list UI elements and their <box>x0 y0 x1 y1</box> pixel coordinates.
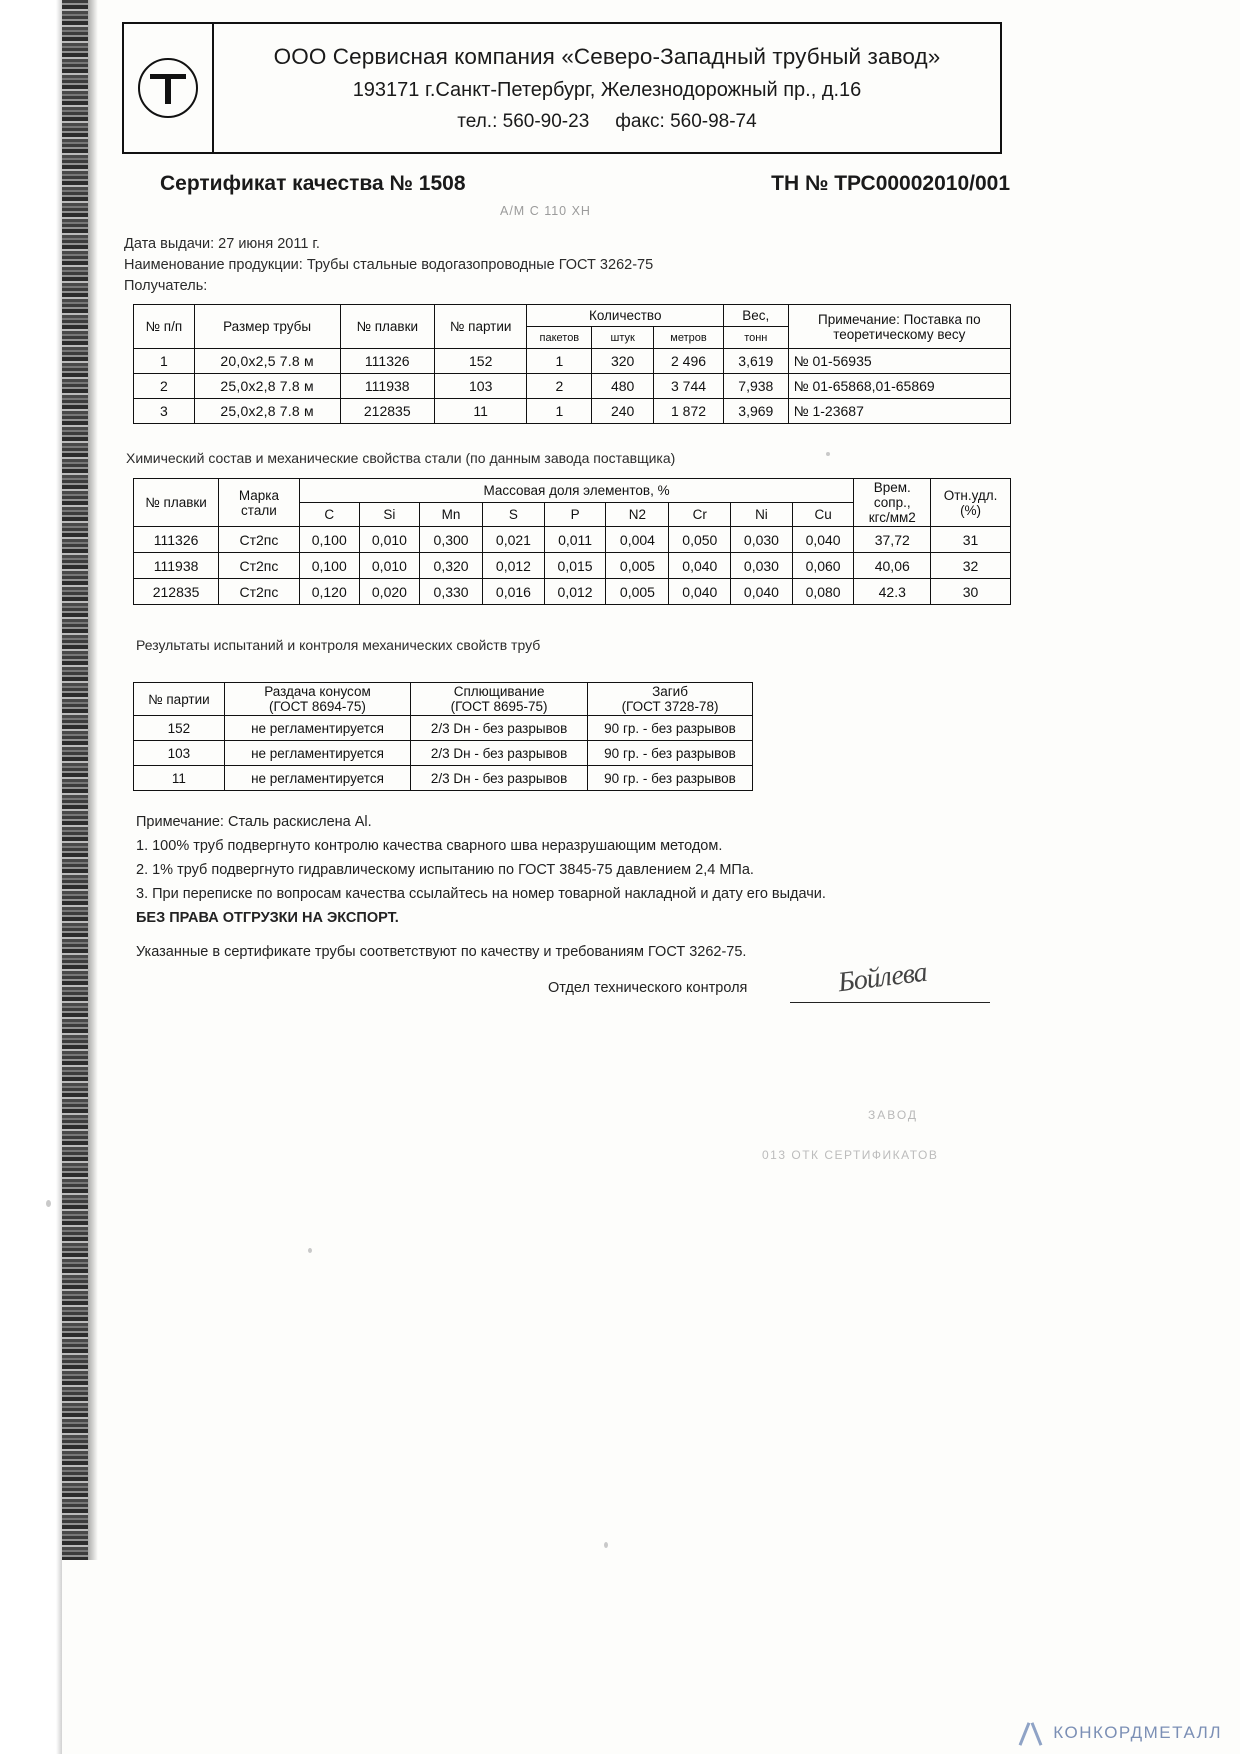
cell-meters: 2 496 <box>653 349 723 374</box>
cell-cone: не регламентируется <box>224 766 410 791</box>
document-meta <box>124 234 653 297</box>
cell-size: 25,0х2,8 7.8 м <box>194 374 340 399</box>
cell-cr: 0,050 <box>669 527 731 553</box>
cell-cu: 0,060 <box>792 553 854 579</box>
col-el-si: Si <box>359 503 419 527</box>
table-row <box>134 766 753 791</box>
cell-c: 0,100 <box>299 553 359 579</box>
tests-caption: Результаты испытаний и контроля механических свойств труб <box>136 637 541 653</box>
cell-s: 0,016 <box>483 579 545 605</box>
note-0: Примечание: Сталь раскислена Al. <box>136 814 372 830</box>
table-header-row <box>134 683 753 716</box>
scan-speck <box>308 1248 312 1253</box>
col-elong <box>931 479 1011 527</box>
col-weight-unit: тонн <box>724 327 789 349</box>
chem-table-wrap <box>133 478 1011 605</box>
cell-meters: 1 872 <box>653 399 723 424</box>
col-el-ni: Ni <box>731 503 793 527</box>
col-flat-l1: Сплющивание <box>453 684 545 699</box>
col-qty-group: Количество <box>527 305 724 327</box>
cell-heat: 111326 <box>134 527 219 553</box>
col-el-mn: Mn <box>420 503 483 527</box>
cell-c: 0,120 <box>299 579 359 605</box>
col-el-c: C <box>299 503 359 527</box>
cell-np: 1 <box>134 349 195 374</box>
cell-lot: 103 <box>134 741 225 766</box>
col-strength-l2: сопр., <box>873 495 911 510</box>
conformance-statement: Указанные в сертификате трубы соответствуют по качеству и требованиям ГОСТ 3262-75. <box>136 944 747 960</box>
col-flat-l2: (ГОСТ 8695-75) <box>450 699 548 714</box>
cell-grade: Ст2пс <box>219 527 299 553</box>
cell-p: 0,011 <box>544 527 606 553</box>
col-elong-l1: Отн.удл. <box>943 487 998 503</box>
otk-label: Отдел технического контроля <box>548 980 748 996</box>
cell-note: № 1-23687 <box>788 399 1010 424</box>
cell-weight: 3,619 <box>724 349 789 374</box>
stamp-remnant-b: 013 ОТК СЕРТИФИКАТОВ <box>762 1148 939 1162</box>
cell-ni: 0,030 <box>731 553 793 579</box>
cell-si: 0,010 <box>359 553 419 579</box>
table-tests <box>133 682 753 791</box>
col-cone-l1: Раздача конусом <box>264 684 371 699</box>
col-note-line2: теоретическому весу <box>833 326 966 342</box>
col-flat <box>411 683 588 716</box>
cell-pcs: 240 <box>592 399 654 424</box>
company-contacts <box>457 111 756 133</box>
table-header-row <box>134 305 1011 327</box>
cell-lot: 152 <box>134 716 225 741</box>
cell-size: 25,0х2,8 7.8 м <box>194 399 340 424</box>
cell-si: 0,010 <box>359 527 419 553</box>
cell-weight: 7,938 <box>724 374 789 399</box>
notes-block <box>136 810 1016 930</box>
note-4-export-ban: БЕЗ ПРАВА ОТГРУЗКИ НА ЭКСПОРТ. <box>136 910 399 926</box>
cell-mn: 0,300 <box>420 527 483 553</box>
cell-c: 0,100 <box>299 527 359 553</box>
cell-packs: 1 <box>527 399 592 424</box>
company-fax: факс: 560-98-74 <box>615 110 757 132</box>
cell-cu: 0,040 <box>792 527 854 553</box>
cell-heat: 212835 <box>134 579 219 605</box>
signature-line <box>790 1002 990 1003</box>
product-name: Наименование продукции: Трубы стальные водогазопроводные ГОСТ 3262-75 <box>124 257 654 273</box>
szt-logo-icon <box>138 58 198 118</box>
cell-si: 0,020 <box>359 579 419 605</box>
watermark <box>1019 1722 1222 1744</box>
scan-speck <box>604 1542 608 1548</box>
col-grade-l1: Марка <box>238 487 279 503</box>
company-name: ООО Сервисная компания «Северо-Западный трубный завод» <box>273 43 941 69</box>
cell-n2: 0,004 <box>606 527 669 553</box>
col-strength-l1: Врем. <box>873 480 911 495</box>
col-grade <box>219 479 299 527</box>
cell-flat: 2/3 Dн - без разрывов <box>411 741 588 766</box>
cell-bend: 90 гр. - без разрывов <box>588 741 753 766</box>
cell-mn: 0,330 <box>420 579 483 605</box>
company-address: 193171 г.Санкт-Петербург, Железнодорожный пр., д.16 <box>352 78 862 101</box>
cell-lot: 11 <box>134 766 225 791</box>
cell-p: 0,015 <box>544 553 606 579</box>
cell-elong: 31 <box>931 527 1011 553</box>
col-el-n2: N2 <box>606 503 669 527</box>
cell-elong: 30 <box>931 579 1011 605</box>
issue-date: Дата выдачи: 27 июня 2011 г. <box>124 236 320 252</box>
cell-cr: 0,040 <box>669 553 731 579</box>
col-lot: № партии <box>134 683 225 716</box>
cell-bend: 90 гр. - без разрывов <box>588 716 753 741</box>
cell-n2: 0,005 <box>606 553 669 579</box>
table-row <box>134 553 1011 579</box>
col-note-line1: Примечание: Поставка по <box>817 311 981 327</box>
cell-size: 20,0х2,5 7.8 м <box>194 349 340 374</box>
col-lot: № партии <box>435 305 527 349</box>
cell-pcs: 320 <box>592 349 654 374</box>
receiver: Получатель: <box>124 278 208 294</box>
col-heat: № плавки <box>134 479 219 527</box>
cell-packs: 1 <box>527 349 592 374</box>
certificate-title-row <box>160 172 1010 196</box>
watermark-text: КОНКОРДМЕТАЛЛ <box>1053 1723 1222 1742</box>
col-elong-l2: (%) <box>960 502 982 518</box>
note-3: 3. При переписке по вопросам качества ссылайтесь на номер товарной накладной и дату его выдачи. <box>136 886 826 902</box>
col-cone <box>224 683 410 716</box>
cell-ni: 0,030 <box>731 527 793 553</box>
cell-flat: 2/3 Dн - без разрывов <box>411 716 588 741</box>
col-bend <box>588 683 753 716</box>
cell-weight: 3,969 <box>724 399 789 424</box>
table-row <box>134 399 1011 424</box>
page-title: Сертификат качества № 1508 <box>160 172 466 195</box>
cell-heat: 111938 <box>134 553 219 579</box>
col-size: Размер трубы <box>194 305 340 349</box>
cell-lot: 103 <box>435 374 527 399</box>
company-header-text <box>214 24 1000 152</box>
col-note <box>788 305 1010 349</box>
cell-lot: 152 <box>435 349 527 374</box>
cell-heat: 111938 <box>340 374 435 399</box>
cell-meters: 3 744 <box>653 374 723 399</box>
faint-subtitle: A/M C 110 XH <box>500 204 591 218</box>
cell-note: № 01-56935 <box>788 349 1010 374</box>
note-1: 1. 100% труб подвергнуто контролю качества сварного шва неразрушающим методом. <box>136 838 723 854</box>
col-grade-l2: стали <box>241 502 277 518</box>
cell-grade: Ст2пс <box>219 579 299 605</box>
col-el-p: P <box>544 503 606 527</box>
cell-grade: Ст2пс <box>219 553 299 579</box>
cell-s: 0,012 <box>483 553 545 579</box>
cell-note: № 01-65868,01-65869 <box>788 374 1010 399</box>
cell-np: 3 <box>134 399 195 424</box>
cell-packs: 2 <box>527 374 592 399</box>
cell-mn: 0,320 <box>420 553 483 579</box>
scan-left-margin <box>0 0 62 1754</box>
delivery-table-wrap <box>133 304 1011 424</box>
table-row <box>134 579 1011 605</box>
cell-pcs: 480 <box>592 374 654 399</box>
col-packs: пакетов <box>527 327 592 349</box>
cell-lot: 11 <box>435 399 527 424</box>
col-el-cu: Cu <box>792 503 854 527</box>
logo-cell <box>124 24 214 152</box>
col-bend-l1: Загиб <box>652 684 688 699</box>
tn-number: ТН № ТРС00002010/001 <box>771 172 1010 195</box>
note-2: 2. 1% труб подвергнуто гидравлическому испытанию по ГОСТ 3845-75 давлением 2,4 МПа. <box>136 862 754 878</box>
cell-strength: 42.3 <box>854 579 931 605</box>
company-phone: тел.: 560-90-23 <box>457 110 590 132</box>
cell-n2: 0,005 <box>606 579 669 605</box>
col-pcs: штук <box>592 327 654 349</box>
table-header-row <box>134 479 1011 503</box>
scan-speck <box>826 452 830 456</box>
table-row <box>134 716 753 741</box>
cell-heat: 111326 <box>340 349 435 374</box>
stamp-remnant-a: ЗАВОД <box>868 1108 919 1122</box>
signature: Бойлева <box>836 956 929 999</box>
table-row <box>134 349 1011 374</box>
col-cone-l2: (ГОСТ 8694-75) <box>269 699 366 714</box>
cell-cr: 0,040 <box>669 579 731 605</box>
cell-cone: не регламентируется <box>224 716 410 741</box>
watermark-logo-icon <box>1019 1722 1045 1744</box>
cell-strength: 37,72 <box>854 527 931 553</box>
table-row <box>134 741 753 766</box>
col-el-cr: Cr <box>669 503 731 527</box>
col-meters: метров <box>653 327 723 349</box>
col-strength-l3: кгс/мм2 <box>868 510 916 525</box>
col-weight-group: Вес, <box>724 305 789 327</box>
table-delivery <box>133 304 1011 424</box>
col-heat: № плавки <box>340 305 435 349</box>
table-row <box>134 527 1011 553</box>
cell-cone: не регламентируется <box>224 741 410 766</box>
cell-heat: 212835 <box>340 399 435 424</box>
cell-flat: 2/3 Dн - без разрывов <box>411 766 588 791</box>
cell-strength: 40,06 <box>854 553 931 579</box>
col-strength <box>854 479 931 527</box>
cell-ni: 0,040 <box>731 579 793 605</box>
cell-cu: 0,080 <box>792 579 854 605</box>
scan-speck <box>46 1200 51 1207</box>
cell-s: 0,021 <box>483 527 545 553</box>
company-header <box>122 22 1002 154</box>
cell-bend: 90 гр. - без разрывов <box>588 766 753 791</box>
scan-binding-strip <box>62 0 88 1560</box>
col-np: № п/п <box>134 305 195 349</box>
tests-table-wrap <box>133 682 753 791</box>
col-el-s: S <box>483 503 545 527</box>
cell-p: 0,012 <box>544 579 606 605</box>
cell-np: 2 <box>134 374 195 399</box>
table-row <box>134 374 1011 399</box>
table-chem <box>133 478 1011 605</box>
col-mass-group: Массовая доля элементов, % <box>299 479 854 503</box>
col-bend-l2: (ГОСТ 3728-78) <box>621 699 719 714</box>
chem-caption: Химический состав и механические свойства стали (по данным завода поставщика) <box>126 450 676 466</box>
cell-elong: 32 <box>931 553 1011 579</box>
